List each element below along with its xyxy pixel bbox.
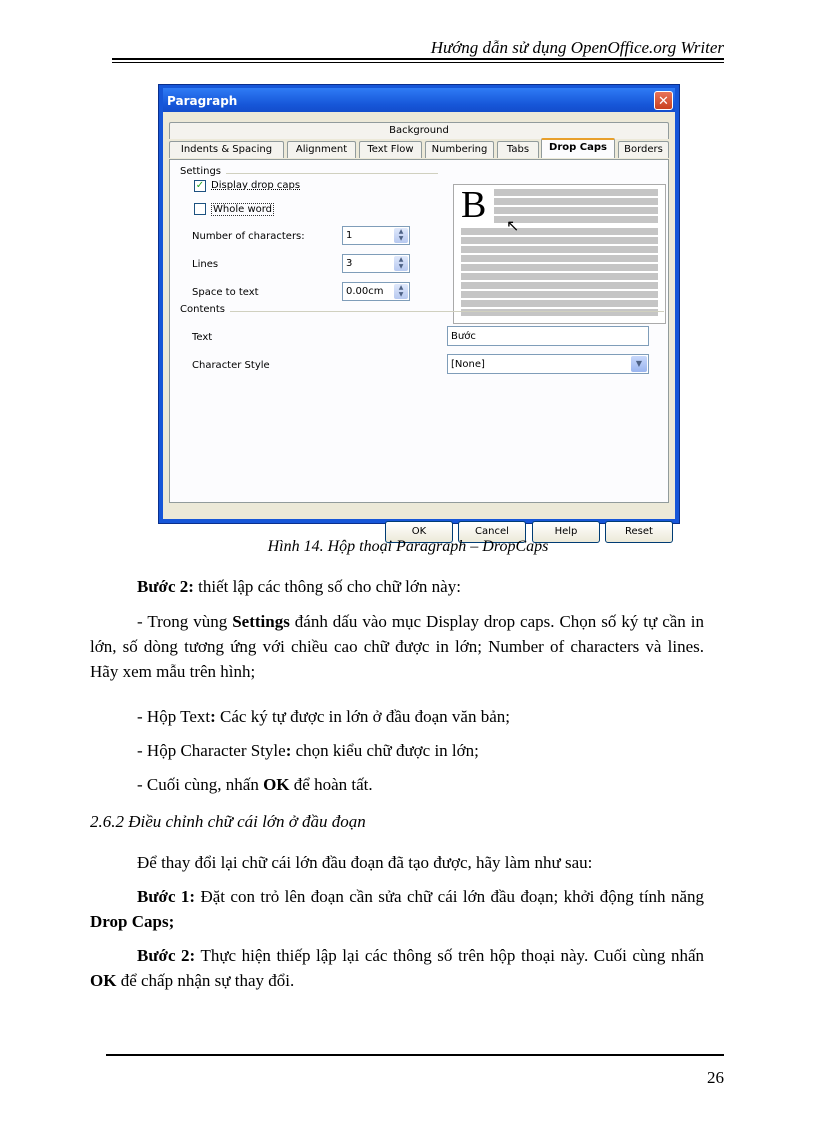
- preview-line: [461, 246, 658, 253]
- chevron-down-icon[interactable]: ▼: [631, 356, 647, 372]
- text: - Trong vùng: [137, 612, 233, 631]
- drop-caps-preview: [453, 184, 666, 324]
- dialog-title: Paragraph: [167, 94, 238, 108]
- preview-line: [494, 198, 658, 205]
- running-header: Hướng dẫn sử dụng OpenOffice.org Writer: [430, 38, 724, 57]
- text: đánh dấu vào mục Display drop caps. Chọn số ký tự cần in lớn, số dòng tương ứng với chiều cao chữ được in lớn; Number of characters và lines. Hãy xem mẫu trên hình;: [90, 612, 704, 681]
- preview-line: [461, 282, 658, 289]
- text: - Cuối cùng, nhấn: [137, 775, 264, 794]
- tab-text-flow[interactable]: Text Flow: [359, 141, 422, 158]
- preview-line: [494, 189, 658, 196]
- character-style-label: Character Style: [192, 360, 270, 371]
- tab-tabs[interactable]: Tabs: [497, 141, 539, 158]
- text: chọn kiểu chữ được in lớn;: [291, 741, 479, 760]
- mouse-cursor-icon: ↖: [506, 216, 520, 235]
- paragraph-text-box: [90, 704, 704, 729]
- paragraph-finish: [90, 772, 704, 797]
- lines-label: [192, 259, 218, 270]
- preview-line: [461, 228, 658, 235]
- cancel-button[interactable]: Cancel: [458, 521, 526, 543]
- step1-label: Bước 1:: [137, 887, 196, 906]
- step2-text: thiết lập các thông số cho chữ lớn này:: [193, 577, 461, 596]
- contents-divider: [230, 311, 664, 312]
- number-of-characters-value: 1: [346, 230, 353, 241]
- preview-line: [461, 291, 658, 298]
- paragraph-step1: [90, 884, 704, 934]
- preview-line: [461, 255, 658, 262]
- tab-indents-spacing[interactable]: Indents & Spacing: [169, 141, 284, 158]
- dialog-body: [163, 112, 675, 537]
- space-to-text-spinner[interactable]: [342, 282, 410, 301]
- lines-spinner[interactable]: [342, 254, 410, 273]
- space-to-text-label: Space to text: [192, 287, 259, 298]
- reset-button[interactable]: Reset: [605, 521, 673, 543]
- paragraph-dialog: [158, 84, 680, 537]
- page-number: 26: [707, 1068, 724, 1087]
- display-drop-caps-checkbox[interactable]: ✓: [195, 180, 205, 191]
- tab-alignment[interactable]: Alignment: [287, 141, 356, 158]
- preview-line: [461, 264, 658, 271]
- whole-word-label: Whole word: [213, 204, 273, 215]
- ok-bold: OK: [90, 971, 117, 990]
- lines-label-text: Lines: [192, 259, 219, 270]
- text-label: Text: [192, 332, 213, 343]
- settings-bold: Settings: [232, 612, 290, 631]
- tab-numbering[interactable]: Numbering: [425, 141, 494, 158]
- preview-line: [461, 237, 658, 244]
- colon-bold: :: [285, 741, 292, 760]
- step2-label: Bước 2:: [137, 577, 194, 596]
- tab-drop-caps[interactable]: Drop Caps: [541, 138, 615, 158]
- tab-borders[interactable]: Borders: [618, 141, 669, 158]
- paragraph-settings: [90, 609, 704, 684]
- whole-word-checkbox[interactable]: [194, 203, 206, 215]
- text-input[interactable]: [447, 326, 649, 346]
- spin-arrows-icon[interactable]: ▲ ▼: [394, 256, 408, 271]
- preview-drop-letter: B: [461, 184, 487, 226]
- settings-group-label: Settings: [180, 166, 222, 177]
- preview-line: [461, 273, 658, 280]
- text: để chấp nhận sự thay đổi.: [116, 971, 295, 990]
- number-of-characters-spinner[interactable]: [342, 226, 410, 245]
- ok-bold: OK: [263, 775, 290, 794]
- drop-caps-bold: Drop Caps;: [90, 912, 175, 931]
- text: - Hộp Character Style: [137, 741, 286, 760]
- footer-rule: [106, 1054, 724, 1056]
- settings-divider: [226, 173, 438, 174]
- colon-bold: :: [210, 707, 216, 726]
- paragraph-step2: [90, 574, 704, 599]
- text: - Hộp Text: [137, 707, 211, 726]
- paragraph-char-style: [90, 738, 704, 763]
- paragraph-intro: Để thay đổi lại chữ cái lớn đầu đoạn đã tạo được, hãy làm như sau:: [137, 853, 593, 872]
- paragraph-step2b: [90, 943, 704, 993]
- header-rule-thin: [112, 62, 724, 63]
- help-button[interactable]: Help: [532, 521, 600, 543]
- text: Các ký tự được in lớn ở đầu đoạn văn bản;: [215, 707, 510, 726]
- character-style-value: [None]: [451, 359, 485, 370]
- spin-arrows-icon[interactable]: ▲ ▼: [394, 284, 408, 299]
- display-drop-caps-label: Display drop caps: [211, 180, 301, 191]
- text: Thực hiện thiếp lập lại các thông số trên hộp thoại này. Cuối cùng nhấn: [195, 946, 704, 965]
- step2-label: Bước 2:: [137, 946, 196, 965]
- number-of-characters-label: Number of characters:: [192, 231, 305, 242]
- preview-line: [461, 300, 658, 307]
- ok-button[interactable]: OK: [385, 521, 453, 543]
- figure-caption: Hình 14. Hộp thoại Paragraph – DropCaps: [267, 538, 549, 555]
- close-icon[interactable]: ✕: [654, 91, 673, 110]
- contents-group-label: Contents: [180, 304, 225, 315]
- preview-line: [494, 207, 658, 214]
- text: để hoàn tất.: [289, 775, 373, 794]
- text-input-value: Bước: [451, 331, 476, 342]
- lines-value: 3: [346, 258, 353, 269]
- text: Đặt con trỏ lên đoạn cần sửa chữ cái lớn đầu đoạn; khởi động tính năng: [195, 887, 704, 906]
- section-heading: 2.6.2 Điều chỉnh chữ cái lớn ở đầu đoạn: [90, 812, 366, 831]
- character-style-select[interactable]: [447, 354, 649, 374]
- tab-background[interactable]: Background: [169, 122, 669, 139]
- header-rule: [112, 58, 724, 60]
- drop-caps-panel: [169, 159, 669, 503]
- space-to-text-value: 0.00cm: [346, 286, 384, 297]
- spin-arrows-icon[interactable]: ▲ ▼: [394, 228, 408, 243]
